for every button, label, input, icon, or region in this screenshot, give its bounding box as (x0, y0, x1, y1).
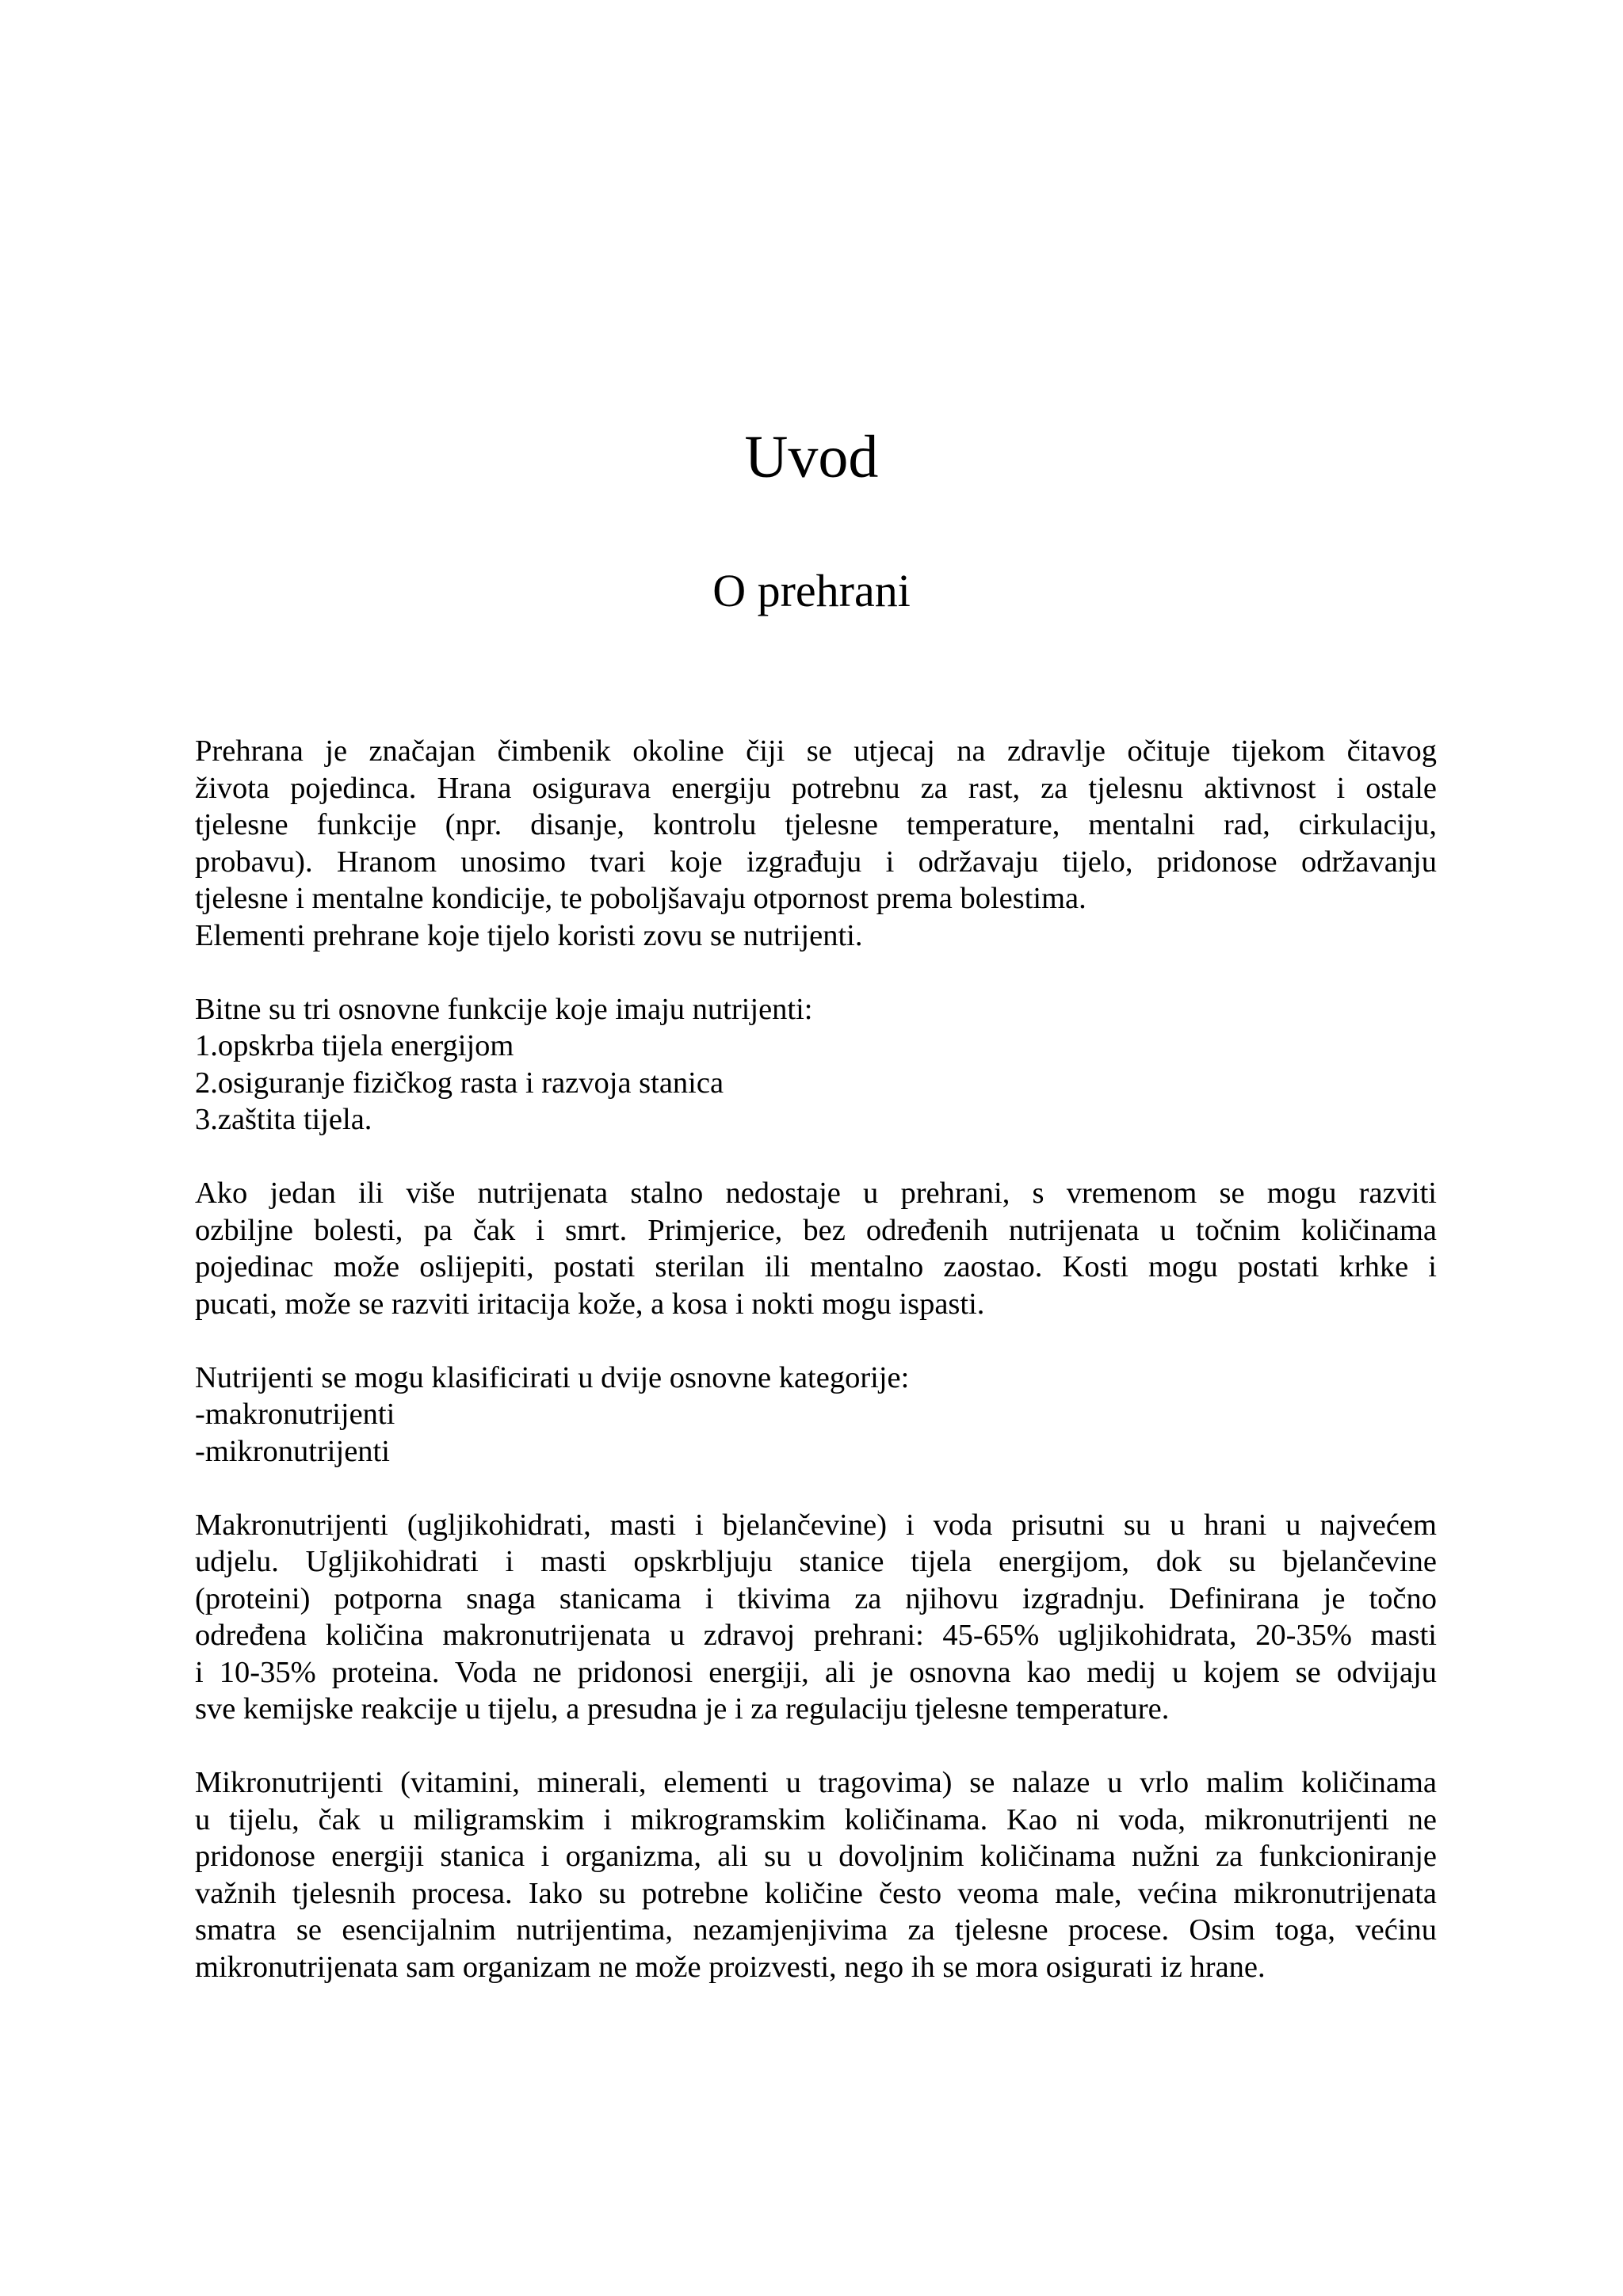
list-item: 2.osiguranje fizičkog rasta i razvoja stanica (195, 1066, 724, 1100)
list-item: 3.zaštita tijela. (195, 1103, 372, 1136)
text-line: (proteini) potporna snaga stanicama i tkivima za njihovu izgradnju. Definirana je točno (195, 1581, 1437, 1615)
text-line: tjelesne i mentalne kondicije, te poboljšavaju otpornost prema bolestima. (195, 882, 1086, 915)
text-line: pojedinac može oslijepiti, postati sterilan ili mentalno zaostao. Kosti mogu postati krhke i (195, 1250, 1437, 1283)
text-line: pucati, može se razviti iritacija kože, a kosa i nokti mogu ispasti. (195, 1287, 985, 1321)
text-line: Mikronutrijenti (vitamini, minerali, elementi u tragovima) se nalaze u vrlo malim količinama (195, 1766, 1437, 1799)
text-line: Nutrijenti se mogu klasificirati u dvije osnovne kategorije: (195, 1360, 910, 1394)
text-line: mikronutrijenata sam organizam ne može proizvesti, nego ih se mora osigurati iz hrane. (195, 1950, 1266, 1984)
paragraph-functions (195, 991, 1437, 1138)
text-line: i 10-35% proteina. Voda ne pridonosi energiji, ali je osnovna kao medij u kojem se odvijaju (195, 1655, 1437, 1689)
text-line: određena količina makronutrijenata u zdravoj prehrani: 45-65% ugljikohidrata, 20-35% masti (195, 1619, 1437, 1652)
document-body (195, 733, 1437, 1985)
text-line: Makronutrijenti (ugljikohidrati, masti i bjelančevine) i voda prisutni su u hrani u najvećem (195, 1508, 1437, 1542)
page-title: Uvod (744, 424, 879, 490)
text-line: smatra se esencijalnim nutrijentima, nezamjenjivima za tjelesne procese. Osim toga, većinu (195, 1913, 1437, 1947)
text-line: u tijelu, čak u miligramskim i mikrogramskim količinama. Kao ni voda, mikronutrijenti ne (195, 1802, 1437, 1836)
list-item: -mikronutrijenti (195, 1434, 390, 1468)
text-line: pridonose energiji stanica i organizma, ali su u dovoljnim količinama nužni za funkcioniranje (195, 1840, 1437, 1873)
paragraph-macronutrients (195, 1507, 1437, 1728)
text-line: Bitne su tri osnovne funkcije koje imaju nutrijenti: (195, 992, 813, 1026)
text-line: Prehrana je značajan čimbenik okoline čiji se utjecaj na zdravlje očituje tijekom čitavog (195, 734, 1437, 768)
section-title: O prehrani (712, 565, 911, 616)
text-line: probavu). Hranom unosimo tvari koje izgrađuju i održavaju tijelo, pridonose održavanju (195, 845, 1437, 879)
text-line: života pojedinca. Hrana osigurava energiju potrebnu za rast, za tjelesnu aktivnost i ostale (195, 771, 1437, 805)
list-item: -makronutrijenti (195, 1398, 395, 1431)
paragraph-intro (195, 733, 1437, 954)
text-line: važnih tjelesnih procesa. Iako su potrebne količine često veoma male, većina mikronutrijenata (195, 1876, 1437, 1910)
paragraph-categories (195, 1360, 1437, 1470)
text-line: Ako jedan ili više nutrijenata stalno nedostaje u prehrani, s vremenom se mogu razviti (195, 1177, 1437, 1210)
text-line: ozbiljne bolesti, pa čak i smrt. Primjerice, bez određenih nutrijenata u točnim količinama (195, 1213, 1437, 1247)
text-line: udjelu. Ugljikohidrati i masti opskrbljuju stanice tijela energijom, dok su bjelančevine (195, 1545, 1437, 1578)
paragraph-micronutrients (195, 1764, 1437, 1985)
text-line: sve kemijske reakcije u tijelu, a presudna je i za regulaciju tjelesne temperature. (195, 1692, 1170, 1726)
text-line: Elementi prehrane koje tijelo koristi zovu se nutrijenti. (195, 918, 863, 952)
paragraph-deficiency (195, 1175, 1437, 1322)
text-line: tjelesne funkcije (npr. disanje, kontrolu tjelesne temperature, mentalni rad, cirkulaciju, (195, 808, 1437, 841)
list-item: 1.opskrba tijela energijom (195, 1029, 514, 1062)
